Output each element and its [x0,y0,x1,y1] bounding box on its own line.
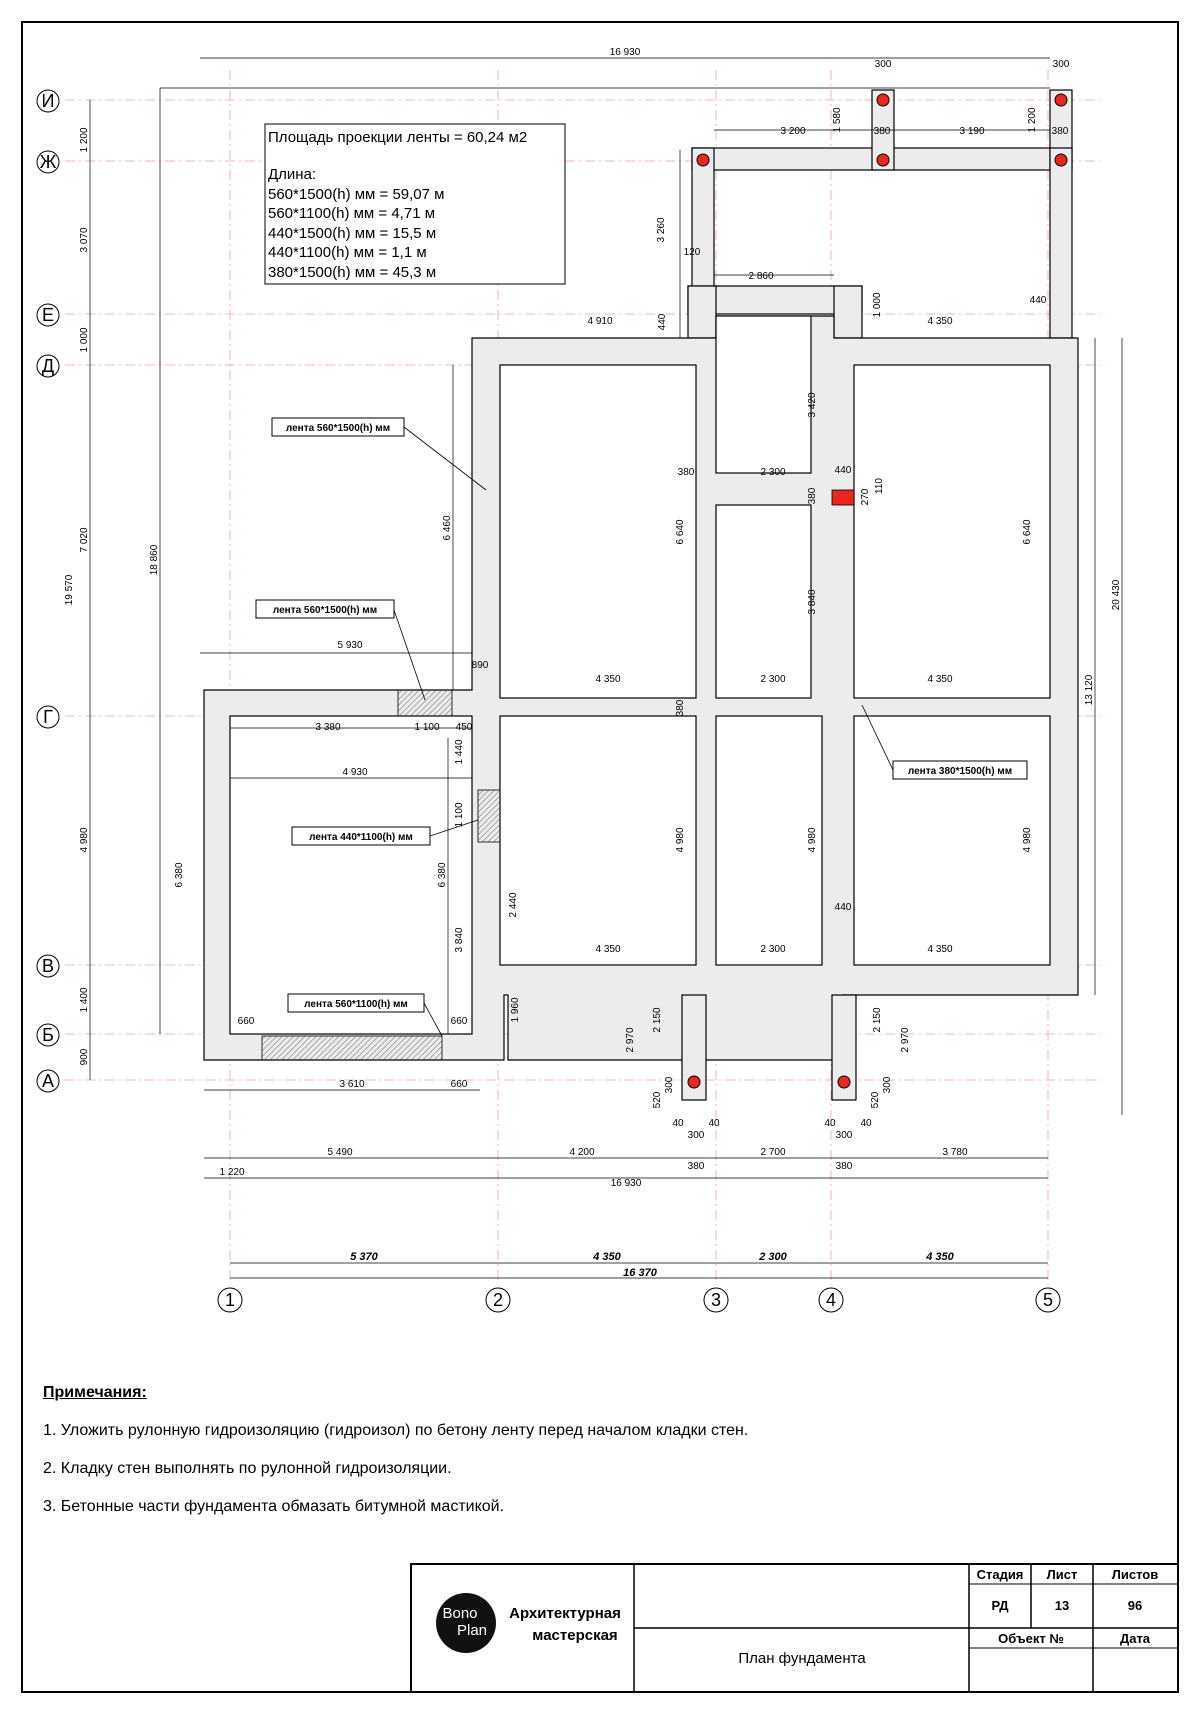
sheets-value: 96 [1127,1598,1143,1613]
sheet-value: 13 [1054,1598,1070,1613]
dim-label: 4 930 [342,767,368,778]
dim-label: 40 [824,1118,836,1129]
dim-label: 1 100 [414,722,440,733]
dim-label: 110 [874,478,885,494]
dim-label: 3 840 [807,589,818,615]
object-header: Объект № [998,1631,1064,1646]
sheet-header: Лист [1046,1567,1078,1582]
axis-span-total: 16 370 [623,1267,657,1279]
dim-label: 440 [834,465,852,476]
axis-col-label: 5 [1042,1290,1054,1310]
dim-label: 2 150 [652,1007,663,1033]
axis-row-label: А [41,1071,55,1091]
strip-tag: лента 560*1500(h) мм [272,605,378,616]
dim-label: 300 [687,1130,705,1141]
dim-label: 300 [835,1130,853,1141]
dim-label: 1 000 [872,292,883,318]
note-item: 2. Кладку стен выполнять по рулонной гидроизоляции. [43,1460,452,1477]
dim-label: 1 000 [79,327,90,353]
dim-label: 6 640 [675,519,686,545]
dim-label: 3 260 [656,217,667,243]
dim-label: 2 440 [508,892,519,918]
dim-label: 1 200 [1027,107,1038,133]
dim-label: 380 [675,699,686,717]
dim-label: 660 [237,1016,255,1027]
axis-col-label: 2 [492,1290,504,1310]
dim-label: 4 910 [587,316,613,327]
dim-label: 6 460 [442,515,453,541]
dim-label: 6 380 [174,862,185,888]
dim-label: 660 [450,1079,468,1090]
sheet-title: План фундамента [738,1650,866,1667]
dim-label: 120 [683,247,701,258]
dim-label: 3 380 [315,722,341,733]
info-box [265,124,565,284]
dim-label: 19 570 [64,574,75,606]
dim-label: 4 200 [569,1147,595,1158]
axis-col-label: 4 [825,1290,837,1310]
axis-col-label: 1 [224,1290,236,1310]
dim-label: 300 [1052,59,1070,70]
dim-label: 3 420 [807,392,818,418]
dim-label: 3 610 [339,1079,365,1090]
axis-row-label: В [41,956,55,976]
stage-value: РД [991,1598,1009,1613]
info-line: 440*1100(h) мм = 1,1 м [268,244,427,261]
dim-label: 4 980 [807,827,818,853]
dim-label: 300 [664,1076,675,1094]
note-item: 1. Уложить рулонную гидроизоляцию (гидроизол) по бетону ленту перед началом кладки стен. [43,1422,749,1439]
dim-label: 380 [1051,126,1069,137]
axis-row-label: Ж [39,152,57,172]
dim-label: 3 840 [454,927,465,953]
dim-label: 890 [471,660,489,671]
dim-label: 4 980 [675,827,686,853]
dim-label: 380 [677,467,695,478]
axis-span-label: 4 350 [926,1251,954,1263]
dim-label: 1 960 [510,997,521,1023]
title-block [411,1564,1178,1692]
axis-row-label: Д [41,356,55,376]
sheets-header: Листов [1111,1567,1159,1582]
dim-label: 7 020 [79,527,90,553]
dim-label: 18 860 [149,544,160,576]
strip-tag: лента 560*1500(h) мм [285,423,391,434]
dim-label: 1 400 [79,987,90,1013]
dim-label: 3 070 [79,227,90,253]
notes-section [43,1384,1143,1536]
date-header: Дата [1119,1631,1151,1646]
dim-label: 2 970 [900,1027,911,1053]
dim-label: 900 [79,1048,90,1066]
dim-label: 3 780 [942,1147,968,1158]
dim-label: 3 190 [959,126,985,137]
firm-name: мастерская [532,1627,618,1644]
strip-tag: лента 560*1100(h) мм [304,999,408,1010]
dim-label: 4 980 [1022,827,1033,853]
dim-label: 1 100 [454,802,465,828]
strip-tag: лента 380*1500(h) мм [907,766,1013,777]
column-axis-markers [218,1288,1060,1312]
dim-label: 380 [873,126,891,137]
dim-label: 4 980 [79,827,90,853]
info-area: Площадь проекции ленты = 60,24 м2 [268,129,528,146]
note-item: 3. Бетонные части фундамента обмазать битумной мастикой. [43,1498,505,1515]
dim-label: 16 930 [610,1178,642,1189]
axis-row-label: Б [42,1025,54,1045]
axis-row-label: Е [41,305,55,325]
dim-label: 1 440 [454,739,465,765]
dim-label: 440 [834,902,852,913]
dim-label: 2 860 [748,271,774,282]
strip-tag: лента 440*1100(h) мм [309,832,413,843]
dim-label: 40 [672,1118,684,1129]
dim-label: 2 970 [625,1027,636,1053]
info-length-title: Длина: [268,166,317,183]
info-line: 440*1500(h) мм = 15,5 м [268,225,437,242]
dim-label: 2 300 [760,467,786,478]
notes-title: Примечания: [43,1384,147,1401]
logo-text: Bono [442,1605,478,1622]
dim-label: 4 350 [927,944,953,955]
row-axis-markers [37,90,59,1092]
dim-label: 450 [455,722,473,733]
dim-label: 300 [882,1076,893,1094]
dim-label: 40 [708,1118,720,1129]
dim-label: 2 300 [760,944,786,955]
dim-label: 380 [807,487,818,505]
dim-label: 380 [835,1161,853,1172]
dim-label: 3 200 [780,126,806,137]
dim-label: 16 930 [609,47,641,58]
dim-label: 40 [860,1118,872,1129]
dim-label: 6 640 [1022,519,1033,545]
axis-col-label: 3 [710,1290,722,1310]
dim-label: 4 350 [927,674,953,685]
dim-label: 20 430 [1111,579,1122,611]
stage-header: Стадия [976,1567,1024,1582]
dim-label: 270 [860,488,871,506]
axis-span-label: 4 350 [593,1251,621,1263]
dim-label: 6 380 [437,862,448,888]
logo-text: Plan [456,1622,488,1639]
dim-label: 1 220 [219,1167,245,1178]
info-line: 560*1100(h) мм = 4,71 м [268,205,436,222]
dim-label: 520 [652,1091,663,1109]
dim-label: 1 580 [832,107,843,133]
axis-span-label: 5 370 [350,1251,378,1263]
dim-label: 1 200 [79,127,90,153]
info-line: 380*1500(h) мм = 45,3 м [268,264,437,281]
axis-span-label: 2 300 [759,1251,787,1263]
dim-label: 300 [874,59,892,70]
dim-label: 13 120 [1084,674,1095,706]
opening-marker [832,490,854,505]
dim-label: 520 [870,1091,881,1109]
dim-label: 5 490 [327,1147,353,1158]
dim-label: 5 930 [337,640,363,651]
dim-label: 440 [657,313,668,331]
axis-row-label: И [41,91,55,111]
axis-row-label: Г [43,707,53,727]
dim-label: 4 350 [927,316,953,327]
dim-label: 440 [1029,295,1047,306]
dim-label: 4 350 [595,674,621,685]
firm-name: Архитектурная [509,1605,621,1622]
dim-label: 2 700 [760,1147,786,1158]
dim-label: 2 300 [760,674,786,685]
dim-label: 660 [450,1016,468,1027]
info-line: 560*1500(h) мм = 59,07 м [268,186,445,203]
dim-label: 4 350 [595,944,621,955]
dim-label: 2 150 [872,1007,883,1033]
dim-label: 380 [687,1161,705,1172]
